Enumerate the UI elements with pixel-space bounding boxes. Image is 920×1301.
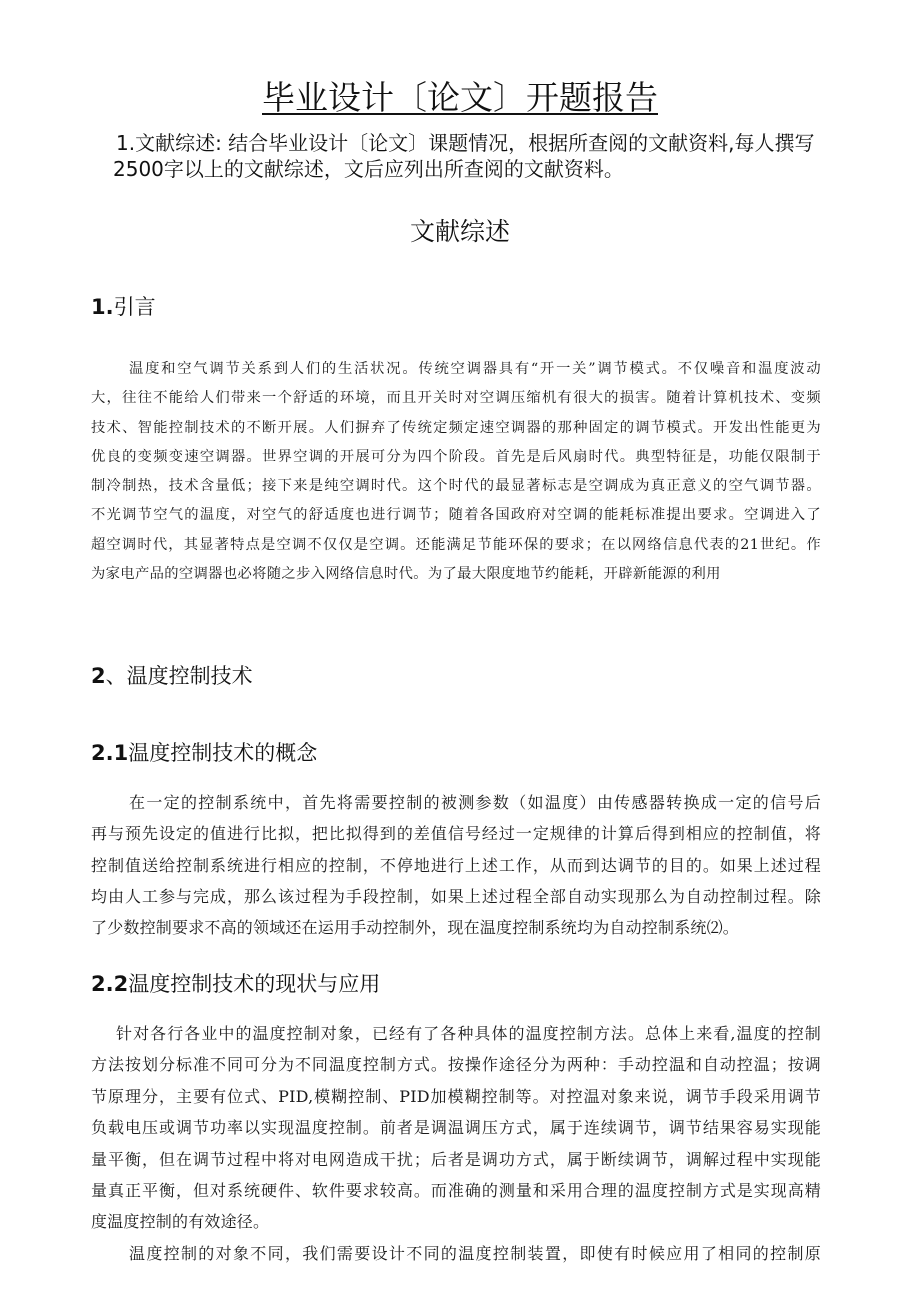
page-title: 毕业设计〔论文〕开题报告 — [262, 78, 658, 117]
instruction-text — [113, 130, 836, 182]
text-line: 温度和空气调节关系到人们的生活状况。传统空调器具有“开一关”调节模式。不仅噪音和温度波动 — [129, 361, 821, 377]
text-line: 针对各行各业中的温度控制对象，已经有了各种具体的温度控制方法。总体上来看,温度的控制 — [116, 1024, 821, 1043]
section-heading-number: 2 — [91, 664, 106, 688]
section-heading-text: 温度控制技术的现状与应用 — [128, 972, 381, 996]
text-line: 控制值送给控制系统进行相应的控制，不停地进行上述工作，从而到达调节的目的。如果上述过程 — [91, 855, 821, 875]
review-title: 文献综述 — [409, 217, 510, 246]
section-heading-concept — [91, 738, 317, 768]
text-line: 制冷制热，技术含量低；接下来是纯空调时代。这个时代的最显著标志是空调成为真正意义的空气调节器。 — [91, 478, 821, 495]
text-line: 节原理分，主要有位式、PID,模糊控制、PID加模糊控制等。对控温对象来说，调节手段采用调节 — [91, 1086, 821, 1106]
text-line: 度温度控制的有效途径。 — [91, 1212, 270, 1232]
section-heading-text: 、温度控制技术 — [105, 664, 253, 688]
section-heading-text: 引言 — [113, 295, 156, 319]
text-line: 不光调节空气的温度，对空气的舒适度也进行调节；随着各国政府对空调的能耗标准提出要求。空调进入了 — [91, 507, 821, 524]
text-line: 为家电产品的空调器也必将随之步入网络信息时代。为了最大限度地节约能耗，开辟新能源的利用 — [91, 566, 721, 583]
text-line: 再与预先设定的值进行比拟，把比拟得到的差值信号经过一定规律的计算后得到相应的控制值，将 — [91, 824, 821, 844]
text-line: 均由人工参与完成，那么该过程为手段控制，如果上述过程全部自动实现那么为自动控制过程。除 — [91, 886, 821, 906]
section-heading-temp-control — [91, 661, 253, 691]
paragraph-concept — [91, 787, 821, 943]
text-line: 大，往往不能给人们带来一个舒适的环境，而且开关时对空调压缩机有很大的损害。随着计算机技术、变频 — [91, 390, 821, 407]
text-line: 量真正平衡，但对系统硬件、软件要求较高。而准确的测量和采用合理的温度控制方式是实现高精 — [91, 1181, 821, 1201]
text-line: 了少数控制要求不高的领域还在运用手动控制外，现在温度控制系统均为自动控制系统⑵。 — [91, 918, 740, 938]
text-line: 温度控制的对象不同，我们需要设计不同的温度控制装置，即使有时候应用了相同的控制原 — [129, 1243, 821, 1263]
text-line: 在一定的控制系统中，首先将需要控制的被测参数（如温度）由传感器转换成一定的信号后 — [129, 793, 821, 812]
text-line: 超空调时代，其显著特点是空调不仅仅是空调。还能满足节能环保的要求；在以网络信息代表的21世纪。作 — [91, 536, 821, 553]
text-line: 技术、智能控制技术的不断开展。人们摒弃了传统定频定速空调器的那种固定的调节模式。开发出性能更为 — [91, 419, 821, 436]
section-heading-number: 2.1 — [91, 741, 129, 765]
section-heading-number: 1. — [91, 295, 114, 319]
instruction-line-1: 1.文献综述: 结合毕业设计〔论文〕课题情况，根据所查阅的文献资料,每人撰写 — [116, 131, 815, 155]
text-line: 量平衡，但在调节过程中将对电网造成干扰；后者是调功方式，属于断续调节，调解过程中实现能 — [91, 1149, 821, 1169]
instruction-line-2: 2500字以上的文献综述，文后应列出所查阅的文献资料。 — [113, 157, 624, 181]
section-heading-status-application — [91, 969, 380, 999]
section-heading-intro — [91, 292, 156, 322]
section-heading-text: 温度控制技术的概念 — [128, 741, 318, 765]
text-line: 优良的变频变速空调器。世界空调的开展可分为四个阶段。首先是后风扇时代。典型特征是，功能仅限制于 — [91, 448, 821, 465]
paragraph-status-application — [91, 1018, 821, 1269]
text-line: 方法按划分标准不同可分为不同温度控制方式。按操作途径分为两种：手动控温和自动控温；按调 — [91, 1055, 821, 1075]
text-line: 负载电压或调节功率以实现温度控制。前者是调温调压方式，属于连续调节，调节结果容易实现能 — [91, 1118, 821, 1138]
section-heading-number: 2.2 — [91, 972, 129, 996]
paragraph-intro — [91, 355, 821, 589]
